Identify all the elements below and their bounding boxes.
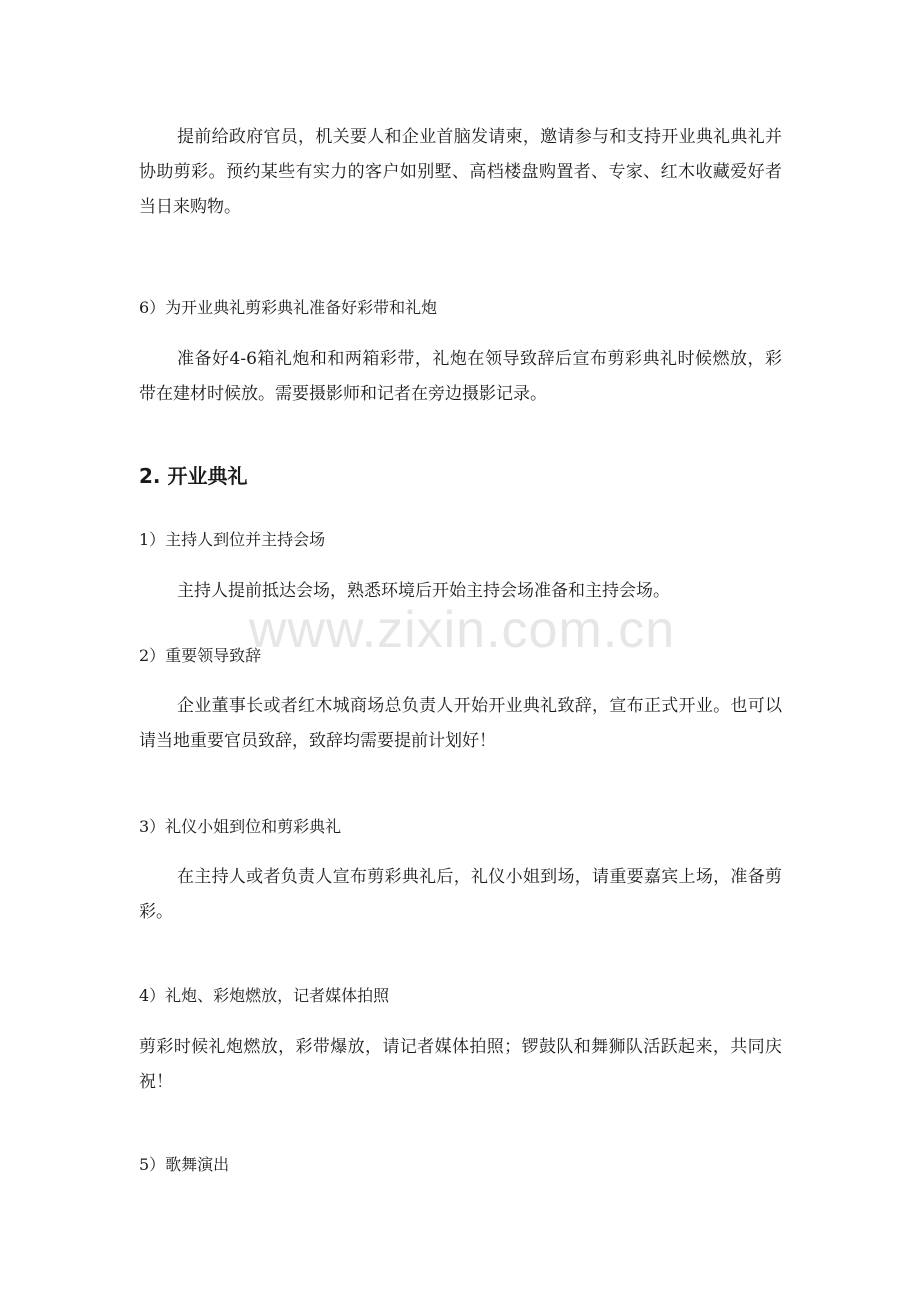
- section-heading: 2. 开业典礼: [139, 464, 248, 488]
- paragraph-fireworks: 准备好4-6箱礼炮和和两箱彩带，礼炮在领导致辞后宣布剪彩典礼时候燃放，彩带在建材时候放。需要摄影师和记者在旁边摄影记录。: [139, 349, 782, 404]
- paragraph-celebration: 剪彩时候礼炮燃放，彩带爆放，请记者媒体拍照；锣鼓队和舞狮队活跃起来，共同庆祝！: [139, 1037, 782, 1092]
- paragraph-speech: 企业董事长或者红木城商场总负责人开始开业典礼致辞，宣布正式开业。也可以请当地重要官员致辞，致辞均需要提前计划好！: [139, 696, 782, 751]
- list-item-3: 3）礼仪小姐到位和剪彩典礼: [139, 817, 342, 836]
- paragraph-ribbon-cutting: 在主持人或者负责人宣布剪彩典礼后，礼仪小姐到场，请重要嘉宾上场，准备剪彩。: [139, 867, 782, 922]
- list-item-2: 2）重要领导致辞: [139, 646, 262, 665]
- paragraph-invitations: 提前给政府官员，机关要人和企业首脑发请柬，邀请参与和支持开业典礼典礼并协助剪彩。预约某些有实力的客户如别墅、高档楼盘购置者、专家、红木收藏爱好者当日来购物。: [139, 127, 782, 217]
- list-item-4: 4）礼炮、彩炮燃放，记者媒体拍照: [139, 986, 390, 1005]
- paragraph-host: 主持人提前抵达会场，熟悉环境后开始主持会场准备和主持会场。: [177, 581, 670, 601]
- list-item-1: 1）主持人到位并主持会场: [139, 530, 326, 549]
- list-item-6: 6）为开业典礼剪彩典礼准备好彩带和礼炮: [139, 298, 438, 317]
- list-item-5: 5）歌舞演出: [139, 1155, 230, 1174]
- watermark: www.zixin.com.cn: [248, 601, 676, 659]
